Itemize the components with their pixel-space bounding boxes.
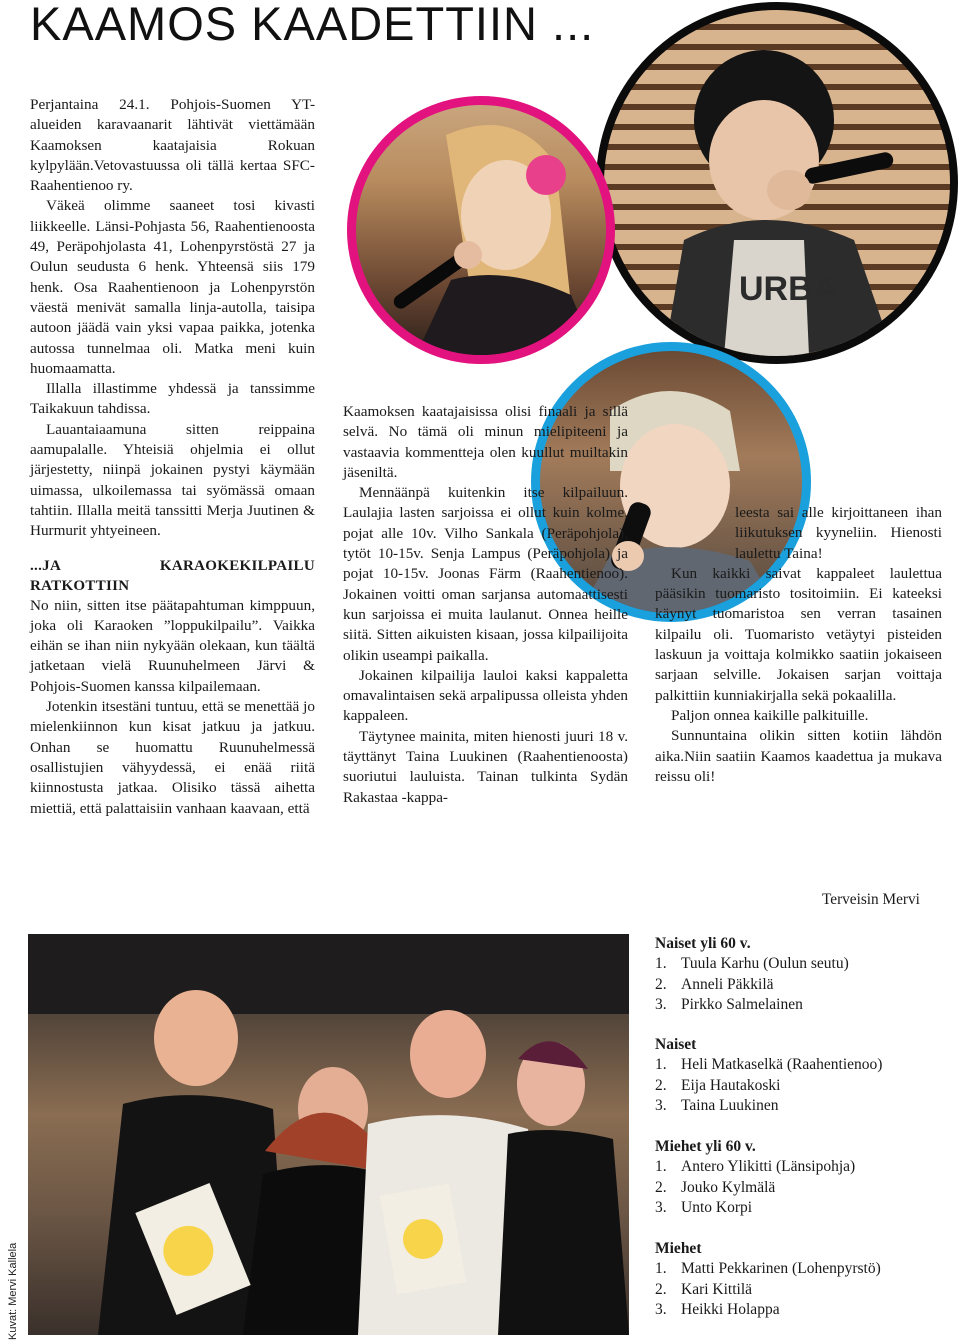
results-list xyxy=(655,1259,955,1320)
photo-girl-singing xyxy=(347,96,615,364)
signature: Terveisin Mervi xyxy=(822,891,920,908)
paragraph: Jokainen kilpailija lauloi kaksi kappaletta omavalintaisen sekä arpalipussa olleista yhden kappaleen. xyxy=(343,666,628,725)
results-men-over-60 xyxy=(655,1137,955,1218)
article-column-2 xyxy=(343,402,628,808)
results-list xyxy=(655,954,955,1015)
paragraph: Kaamoksen kaatajaisissa olisi finaali ja sillä selvä. No tämä oli minun mielipiteeni ja vastaavia kommentteja olen kuullut muiltakin jäseniltä. xyxy=(343,403,628,481)
paragraph: Kun kaikki saivat kappaleet laulettua pääsikin tuomaristo tositoimiin. Ei kateeksi käynyt tuomaristoa sen verran tasainen kilpailu oli. Tuomaristo vetäytyi pisteiden laskuun ja voittaja kolmikko saatiin jokaiseen sarjaan selville. Jokaisen sarjan voittaja palkittiin kunniakirjalla sekä pokaalilla. xyxy=(655,564,942,704)
section-subheading: ...JA KARAOKEKILPAILU RATKOTTIIN xyxy=(30,557,315,594)
paragraph: Jotenkin itsestäni tuntuu, että se menettää jo mielenkiinnon kun kisat jatkuu ja jatkuu. Onhan se huomattu Ruunuhelmessä osallistujien vähyydessä, ei enää riitä kiinnostusta jatkaa. Olisiko tässä aihetta miettiä, että palattaisiin vanhaan kaavaan, että xyxy=(30,698,315,817)
paragraph: No niin, sitten itse päätapahtuman kimppuun, joka oli Karaoken ”loppukilpailu”. Vaikka eihän se ihan niin nykyään olekaan, kun täältä jatketaan vielä Ruunuhelmeen Järvi & Pohjois-Suomen kanssa kilpailemaan. xyxy=(30,596,315,695)
list-item: 2. Eija Hautakoski xyxy=(655,1076,781,1094)
results-heading: Naiset yli 60 v. xyxy=(655,935,751,952)
paragraph: Mennäänpä kuitenkin itse kilpailuun. Laulajia lasten sarjoissa ei ollut kuin kolme, pojat alle 10v. Vilho Sankala (Peräpohjola), tytöt 10-15v. Senja Lampus (Peräpohjola) ja pojat 10-15v. Joonas Färm (Raahentienoo). Jokainen voitti oman sarjansa automaattisesti kun sarjoissa ei muita laulanut. Onnea heille siitä. Sitten aikuisten kisaan, jossa kilpailijoita olikin useampi paikalla. xyxy=(343,484,628,664)
boy-singing-illustration xyxy=(604,10,950,356)
paragraph: Sunnuntaina olikin sitten kotiin lähdön aika.Niin saatiin Kaamos kaadettua ja mukava reissu oli! xyxy=(655,727,942,785)
results-heading: Miehet yli 60 v. xyxy=(655,1138,756,1155)
list-item: 3. Taina Luukinen xyxy=(655,1096,779,1114)
list-item: 1. Heli Matkaselkä (Raahentienoo) xyxy=(655,1056,883,1074)
results-men xyxy=(655,1239,955,1320)
results-list xyxy=(655,1055,955,1116)
paragraph: Perjantaina 24.1. Pohjois-Suomen YT-alueiden karavaanarit lähtivät viettämään Kaamoksen kaatajaisia Rokuan kylpylään.Vetovastuussa oli tällä kertaa SFC-Raahentienoo ry. xyxy=(30,96,315,195)
article-column-3 xyxy=(655,503,942,787)
list-item: 2. Anneli Päkkilä xyxy=(655,975,774,993)
paragraph: Paljon onnea kaikille palkituille. xyxy=(671,706,869,724)
photo-credit: Kuvat: Mervi Kallela xyxy=(7,1242,19,1340)
list-item: 3. Pirkko Salmelainen xyxy=(655,995,803,1013)
paragraph: Täytynee mainita, miten hienosti juuri 18 v. täyttänyt Taina Luukinen (Raahentienoosta) suoriutui lauluista. Tainan tulkinta Sydän Rakastaa -kappa- xyxy=(343,727,628,806)
paragraph: Lauantaiaamuna sitten reippaina aamupalalle. Yhteisiä ohjelmia ei ollut järjestetty, niinpä jokainen pystyi käymään uimassa, ulkoilemassa tai syömässä omaan tahtiin. Illalla meitä tanssitti Merja Juutinen & Hurmurit yhtyeineen. xyxy=(30,420,315,540)
list-item: 1. Antero Ylikitti (Länsipohja) xyxy=(655,1158,856,1176)
results-heading: Miehet xyxy=(655,1240,702,1257)
photo-winners-group xyxy=(28,934,629,1335)
shirt-print: URBA xyxy=(739,270,838,308)
results-list xyxy=(655,1157,955,1218)
list-item: 2. Jouko Kylmälä xyxy=(655,1178,776,1196)
winners-group-illustration xyxy=(28,934,629,1335)
paragraph: leesta sai alle kirjoittaneen ihan liikutuksen kyyneliin. Hienosti laulettu Taina! xyxy=(735,504,942,562)
photo-boy-singing xyxy=(596,2,958,364)
list-item: 3. Heikki Holappa xyxy=(655,1300,780,1318)
list-item: 1. Matti Pekkarinen (Lohenpyrstö) xyxy=(655,1260,881,1278)
paragraph: Väkeä olimme saaneet tosi kivasti liikkeelle. Länsi-Pohjasta 56, Raahentienoosta 49, Peräpohjolasta 41, Lohenpyrstöstä 27 ja Oulun seudusta 6 henk. Yhteensä siis 179 henk. Osa Raahentienoon ja Lohenpyrstön väestä menivät samalla linja-autolla, taisipa autoon jäädä vain yksi vapaa paikka, jotenka autossa tunnelmaa oli. Matka meni kuin huomaamatta. xyxy=(30,197,315,377)
results-heading: Naiset xyxy=(655,1036,697,1053)
girl-singing-illustration xyxy=(356,105,606,355)
article-column-1 xyxy=(30,95,315,819)
results-women xyxy=(655,1035,955,1116)
results-women-over-60 xyxy=(655,934,955,1015)
list-item: 2. Kari Kittilä xyxy=(655,1280,753,1298)
list-item: 1. Tuula Karhu (Oulun seutu) xyxy=(655,955,849,973)
paragraph: Illalla illastimme yhdessä ja tanssimme Taikakuun tahdissa. xyxy=(30,380,315,418)
list-item: 3. Unto Korpi xyxy=(655,1198,753,1216)
headline: KAAMOS KAADETTIIN ... xyxy=(30,0,595,50)
